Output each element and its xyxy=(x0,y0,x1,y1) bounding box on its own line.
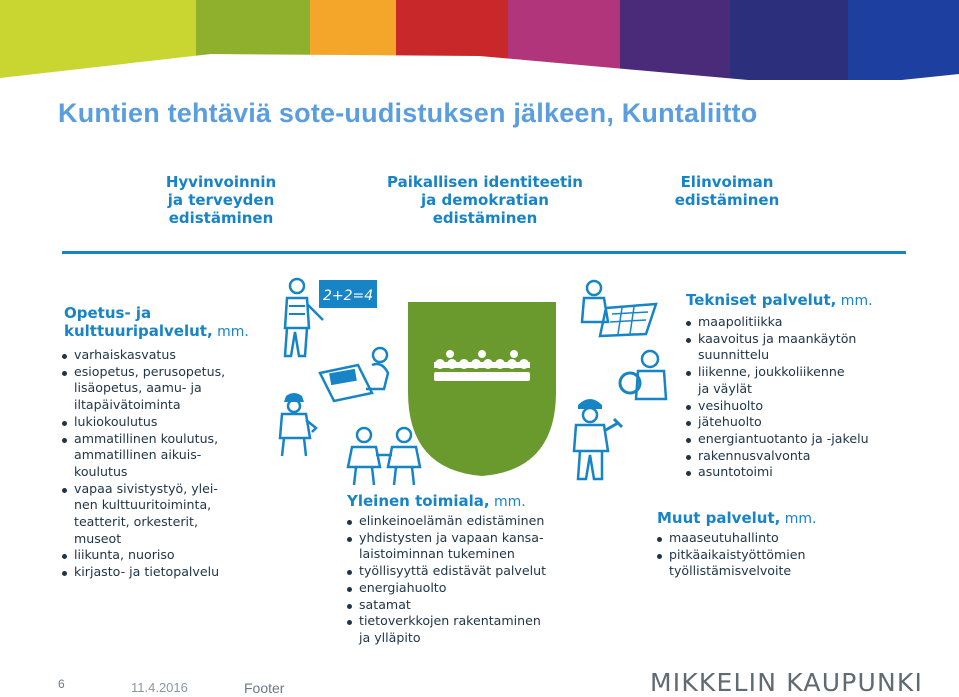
list-item xyxy=(684,331,869,364)
list-item xyxy=(60,431,225,481)
list-opetus xyxy=(60,347,225,581)
list-item-line: lisäopetus, aamu- ja xyxy=(74,380,202,396)
color-band xyxy=(0,0,959,86)
list-item xyxy=(60,564,225,581)
color-band-segment xyxy=(310,0,396,86)
list-item-line: ammatillinen koulutus, xyxy=(74,430,219,446)
shield-crown-icon xyxy=(434,350,530,381)
footer-text: Footer xyxy=(244,680,285,696)
heading-identiteetti: Paikallisen identiteetin ja demokratian edistäminen xyxy=(387,173,583,227)
list-item-line: työllistämisvelvoite xyxy=(669,563,792,579)
list-item xyxy=(684,464,869,481)
color-band-segment xyxy=(620,0,730,86)
list-item-line: teatterit, orkesterit, xyxy=(74,514,198,530)
list-item-line: nen kulttuuritoiminta, xyxy=(74,497,212,513)
list-item xyxy=(655,530,805,547)
list-item-line: iltapäivätoiminta xyxy=(74,397,181,413)
list-item xyxy=(60,347,225,364)
list-item xyxy=(655,547,805,580)
list-item xyxy=(345,580,546,597)
list-item-line: varhaiskasvatus xyxy=(74,347,176,362)
list-item xyxy=(345,613,546,646)
list-item-line: elinkeinoelämän edistäminen xyxy=(359,513,545,528)
list-item-line: ja ylläpito xyxy=(359,629,421,645)
list-item-line: rakennusvalvonta xyxy=(698,447,811,463)
builder-icon xyxy=(568,393,626,483)
color-band-segment xyxy=(508,0,620,86)
list-item xyxy=(684,398,869,415)
list-item xyxy=(684,431,869,448)
list-item-line: laistoiminnan tukeminen xyxy=(359,546,515,562)
list-item-line: ja väylät xyxy=(698,380,752,396)
slide-title: Kuntien tehtäviä sote-uudistuksen jälkeen, Kuntaliitto xyxy=(58,98,758,128)
planner-icon xyxy=(578,278,660,342)
color-band-segment xyxy=(196,0,310,86)
list-item-line: liikenne, joukkoliikenne xyxy=(698,364,845,380)
list-item xyxy=(684,314,869,331)
worker-icon xyxy=(270,388,328,458)
section-title-muut: Muut palvelut, mm. xyxy=(657,509,817,527)
list-item xyxy=(345,513,546,530)
list-item xyxy=(60,364,225,414)
list-item-line: liikunta, nuoriso xyxy=(74,547,175,563)
list-muut xyxy=(655,530,805,580)
list-item-line: maaseutuhallinto xyxy=(669,530,779,545)
list-item-line: vapaa sivistystyö, ylei- xyxy=(74,480,218,496)
heading-elinvoima: Elinvoiman edistäminen xyxy=(674,173,780,209)
heading-hyvinvointi: Hyvinvoinnin ja terveyden edistäminen xyxy=(165,173,277,227)
list-item-line: esiopetus, perusopetus, xyxy=(74,363,226,379)
list-item xyxy=(345,597,546,614)
mikkeli-logo: MIKKELIN KAUPUNKI xyxy=(650,668,924,697)
page-number: 6 xyxy=(58,677,65,691)
list-item xyxy=(60,481,225,548)
list-item-line: yhdistysten ja vapaan kansa- xyxy=(359,529,544,545)
list-item xyxy=(345,530,546,563)
list-item-line: energiantuotanto ja -jakelu xyxy=(698,430,869,446)
reading-person-icon xyxy=(316,343,398,403)
list-item-line: tietoverkkojen rakentaminen xyxy=(359,613,541,629)
list-item xyxy=(684,364,869,397)
section-title-opetus: Opetus- ja kulttuuripalvelut, mm. xyxy=(64,304,249,340)
section-title-yleinen: Yleinen toimiala, mm. xyxy=(347,492,526,510)
list-item-line: lukiokoulutus xyxy=(74,413,158,429)
color-band-segment xyxy=(848,0,959,86)
list-item-line: kaavoitus ja maankäytön xyxy=(698,330,857,346)
list-item-line: pitkäaikaistyöttömien xyxy=(669,546,806,562)
list-item-line: suunnittelu xyxy=(698,347,770,363)
list-item-line: työllisyyttä edistävät palvelut xyxy=(359,563,547,579)
list-item xyxy=(60,547,225,564)
list-item xyxy=(684,448,869,465)
list-item-line: vesihuolto xyxy=(698,397,764,413)
list-item-line: jätehuolto xyxy=(698,414,762,430)
list-item-line: kirjasto- ja tietopalvelu xyxy=(74,564,220,580)
list-tekniset xyxy=(684,314,869,481)
list-item-line: energiahuolto xyxy=(359,579,447,595)
list-yleinen xyxy=(345,513,546,647)
list-item-line: koulutus xyxy=(74,463,128,479)
blackboard-text: 2+2=4 xyxy=(323,288,374,304)
list-item-line: asuntotoimi xyxy=(698,464,773,480)
list-item-line: satamat xyxy=(359,596,411,612)
list-item-line: museot xyxy=(74,530,122,546)
shield-emblem-icon xyxy=(404,300,560,478)
list-item xyxy=(345,563,546,580)
color-band-segment xyxy=(396,0,508,86)
shield-shape xyxy=(408,302,556,476)
color-band-segment xyxy=(0,0,196,86)
list-item-line: ammatillinen aikuis- xyxy=(74,447,202,463)
list-item xyxy=(60,414,225,431)
footer-date: 11.4.2016 xyxy=(131,680,188,695)
color-band-segment xyxy=(730,0,848,86)
list-item xyxy=(684,414,869,431)
section-title-tekniset: Tekniset palvelut, mm. xyxy=(686,291,873,309)
list-item-line: maapolitiikka xyxy=(698,314,783,329)
divider-line xyxy=(62,251,906,254)
children-icon xyxy=(340,425,426,487)
